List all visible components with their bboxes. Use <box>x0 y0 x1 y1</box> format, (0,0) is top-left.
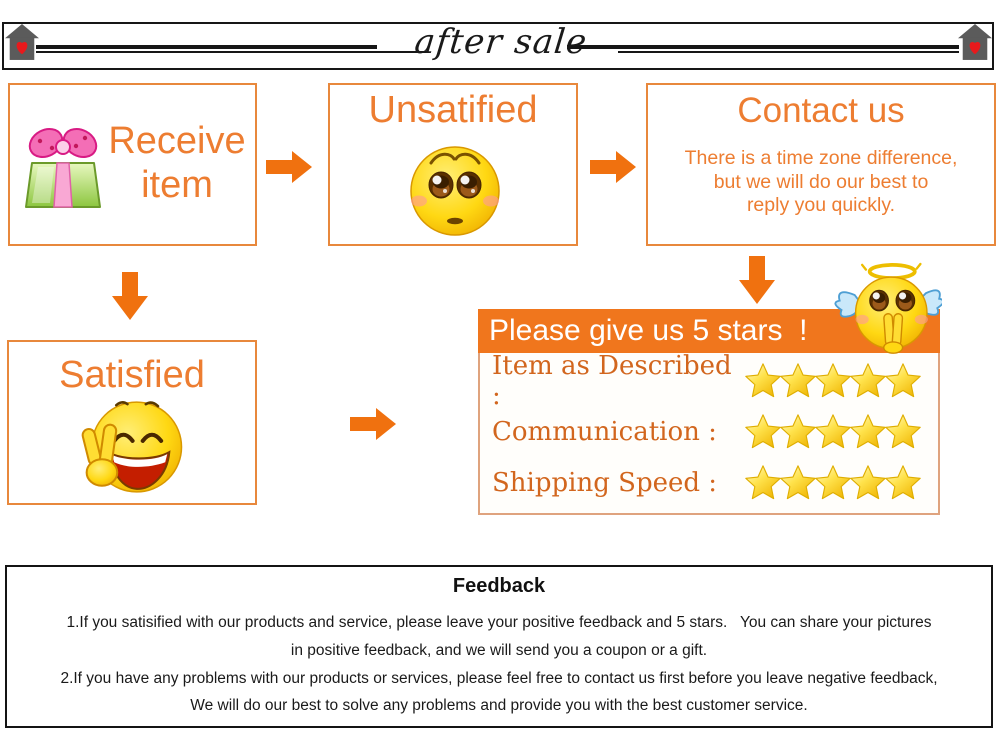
laughing-emoji-icon <box>71 396 189 498</box>
five-stars-header-label: Please give us 5 stars ! <box>489 314 808 347</box>
star-icon <box>884 362 922 400</box>
rating-label: Communication : <box>492 417 717 447</box>
rating-row <box>492 458 932 508</box>
contact-line1: There is a time zone difference, <box>684 147 958 169</box>
star-icon <box>814 362 852 400</box>
star-strip <box>744 413 919 451</box>
feedback-line4: We will do our best to solve any problems and provide you with the best customer service. <box>190 697 808 714</box>
unsatisfied-title: Unsatified <box>368 89 538 131</box>
rating-rows <box>478 353 940 515</box>
star-strip <box>744 362 919 400</box>
star-icon <box>744 362 782 400</box>
star-icon <box>779 464 817 502</box>
arrow-right-icon <box>350 407 396 441</box>
star-icon <box>744 413 782 451</box>
house-heart-icon <box>958 23 992 61</box>
star-icon <box>849 464 887 502</box>
angel-emoji-icon <box>834 261 942 359</box>
star-icon <box>779 362 817 400</box>
contact-line3: reply you quickly. <box>746 194 896 216</box>
feedback-line1: 1.If you satisified with our products and service, please leave your positive feedback and 5 stars. You can share your pictures <box>66 614 932 631</box>
receive-item-box <box>8 83 257 246</box>
unsatisfied-box <box>328 83 578 246</box>
star-icon <box>849 413 887 451</box>
star-icon <box>884 464 922 502</box>
banner-rule-right-thin <box>618 51 959 53</box>
banner-title: after sale <box>412 22 590 62</box>
star-icon <box>779 413 817 451</box>
contact-us-title: Contact us <box>737 91 905 130</box>
star-icon <box>814 464 852 502</box>
satisfied-box <box>7 340 257 505</box>
arrow-right-icon <box>590 150 636 184</box>
arrow-right-icon <box>266 150 312 184</box>
star-icon <box>849 362 887 400</box>
receive-item-line1: Receive <box>108 120 246 162</box>
contact-us-text <box>648 147 994 218</box>
feedback-box <box>5 565 993 728</box>
contact-line2: but we will do our best to <box>713 170 929 193</box>
receive-item-label <box>102 119 252 207</box>
banner-rule-left-thick <box>36 45 377 49</box>
rating-row <box>492 351 932 411</box>
pleading-emoji-icon <box>407 141 503 237</box>
star-icon <box>744 464 782 502</box>
star-icon <box>884 413 922 451</box>
banner-rule-right-thick <box>567 45 959 49</box>
arrow-down-icon <box>112 271 148 321</box>
banner-rule-left-thin <box>36 51 426 53</box>
gift-icon <box>20 119 106 211</box>
contact-us-box <box>646 83 996 246</box>
feedback-title: Feedback <box>452 575 546 597</box>
arrow-down-icon <box>737 256 777 304</box>
house-heart-icon <box>5 23 39 61</box>
feedback-line3: 2.If you have any problems with our products or services, please feel free to contact us first before you leave negative feedback, <box>60 670 938 687</box>
rating-row <box>492 407 932 457</box>
satisfied-title: Satisfied <box>59 354 205 396</box>
star-icon <box>814 413 852 451</box>
rating-label: Shipping Speed : <box>492 468 718 498</box>
feedback-line2: in positive feedback, and we will send you a coupon or a gift. <box>290 642 708 659</box>
star-strip <box>744 464 919 502</box>
rating-label: Item as Described : <box>492 351 732 411</box>
receive-item-line2: item <box>141 164 213 206</box>
